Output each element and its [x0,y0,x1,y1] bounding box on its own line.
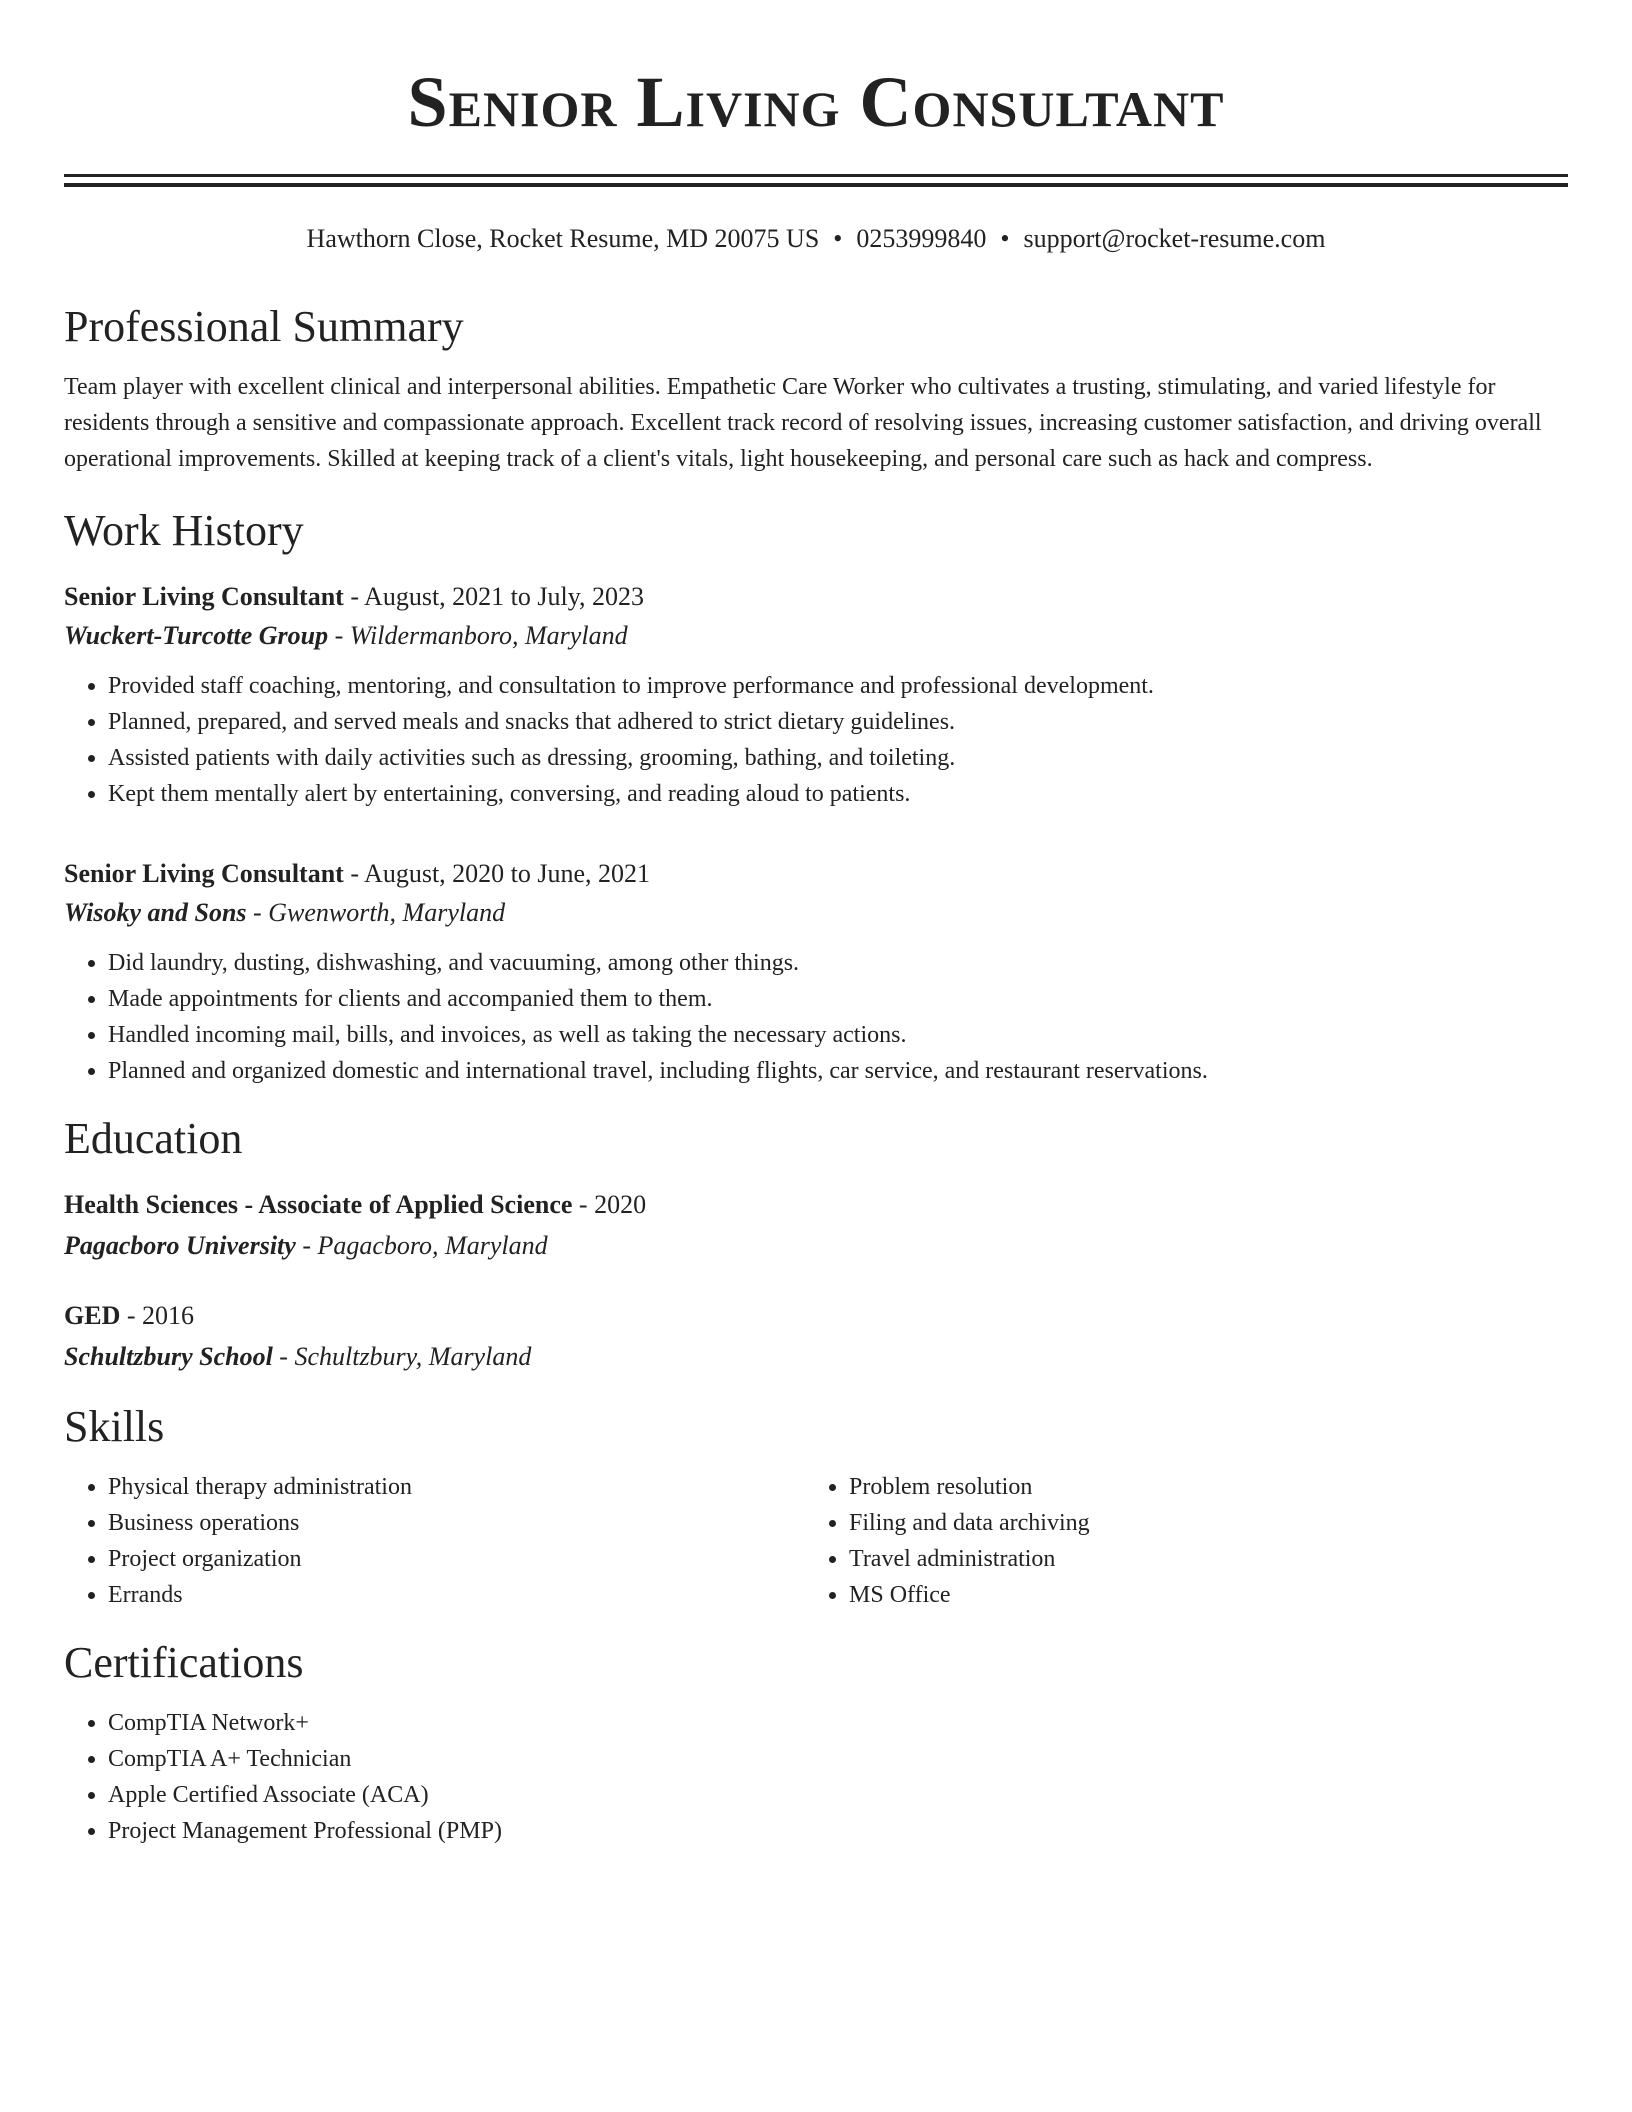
job-bullets [64,668,1568,812]
education-school: Pagacboro University [64,1231,296,1260]
job-location: - Gwenworth, Maryland [246,898,506,927]
job-company: Wuckert-Turcotte Group [64,621,329,650]
job-company-line [64,895,1568,931]
summary-text: Team player with excellent clinical and interpersonal abilities. Empathetic Care Worker who cultivates a trusting, stimulating, and varied lifestyle for residents through a sensitive and compassionate approach. Excellent track record of resolving issues, increasing customer satisfaction, and driving overall operational improvements. Skilled at keeping track of a client's vitals, light housekeeping, and personal care such as hack and compress. [64,374,1542,472]
contact-separator: • [833,224,843,253]
job-company-line [64,618,1568,654]
list-item: • Business operations [108,1505,805,1541]
education-entry [64,1187,1568,1264]
education-school-line [64,1339,1568,1375]
contact-address: Hawthorn Close, Rocket Resume, MD 20075 US [306,224,820,253]
contact-separator: • [1000,224,1010,253]
education-header [64,1187,1568,1223]
certifications-heading: Certifications [64,1638,304,1687]
certifications-list [64,1705,1568,1849]
job-entry [64,856,1568,1089]
list-item: • Project Management Professional (PMP) [108,1813,1568,1849]
job-header [64,579,1568,615]
page-title: Senior Living Consultant [407,62,1225,142]
job-dates: - August, 2021 to July, 2023 [343,582,645,611]
education-location: - Schultzbury, Maryland [272,1342,532,1371]
list-item: • Project organization [108,1541,805,1577]
education-entry [64,1298,1568,1375]
education-degree: GED [64,1301,121,1330]
list-item: • Physical therapy administration [108,1469,805,1505]
education-degree: Health Sciences - Associate of Applied Science [64,1190,573,1219]
contact-phone: 0253999840 [856,224,987,253]
divider-line-top [64,174,1568,177]
divider-line-bottom [64,183,1568,187]
list-item: • Errands [108,1577,805,1613]
job-company: Wisoky and Sons [64,898,247,927]
skills-heading: Skills [64,1402,165,1451]
contact-email: support@rocket-resume.com [1023,224,1326,253]
education-heading: Education [64,1114,243,1163]
contact-line [64,222,1568,256]
list-item: • CompTIA A+ Technician [108,1741,1568,1777]
skills-list [64,1469,1568,1613]
list-item: • Provided staff coaching, mentoring, and consultation to improve performance and professional development. [108,668,1568,704]
skills-column-left [64,1469,805,1613]
list-item: • Did laundry, dusting, dishwashing, and vacuuming, among other things. [108,945,1568,981]
list-item: • Problem resolution [849,1469,1546,1505]
job-header [64,856,1568,892]
list-item: • CompTIA Network+ [108,1705,1568,1741]
education-year: - 2016 [120,1301,195,1330]
education-school-line [64,1228,1568,1264]
education-header [64,1298,1568,1334]
list-item: • Travel administration [849,1541,1546,1577]
list-item: • Apple Certified Associate (ACA) [108,1777,1568,1813]
list-item: • Assisted patients with daily activities such as dressing, grooming, bathing, and toileting. [108,740,1568,776]
list-item: • Planned, prepared, and served meals and snacks that adhered to strict dietary guidelines. [108,704,1568,740]
job-location: - Wildermanboro, Maryland [328,621,628,650]
list-item: • MS Office [849,1577,1546,1613]
work-history-heading: Work History [64,506,304,555]
list-item: • Kept them mentally alert by entertaining, conversing, and reading aloud to patients. [108,776,1568,812]
job-bullets [64,945,1568,1089]
list-item: • Filing and data archiving [849,1505,1546,1541]
job-dates: - August, 2020 to June, 2021 [343,859,651,888]
list-item: • Made appointments for clients and accompanied them to them. [108,981,1568,1017]
title-divider [64,174,1568,187]
skills-column-right [805,1469,1546,1613]
education-school: Schultzbury School [64,1342,273,1371]
education-location: - Pagacboro, Maryland [295,1231,548,1260]
list-item: • Handled incoming mail, bills, and invoices, as well as taking the necessary actions. [108,1017,1568,1053]
summary-heading: Professional Summary [64,302,464,351]
job-title: Senior Living Consultant [64,859,344,888]
job-entry [64,579,1568,812]
list-item: • Planned and organized domestic and international travel, including flights, car service, and restaurant reservations. [108,1053,1568,1089]
education-year: - 2020 [572,1190,647,1219]
job-title: Senior Living Consultant [64,582,344,611]
